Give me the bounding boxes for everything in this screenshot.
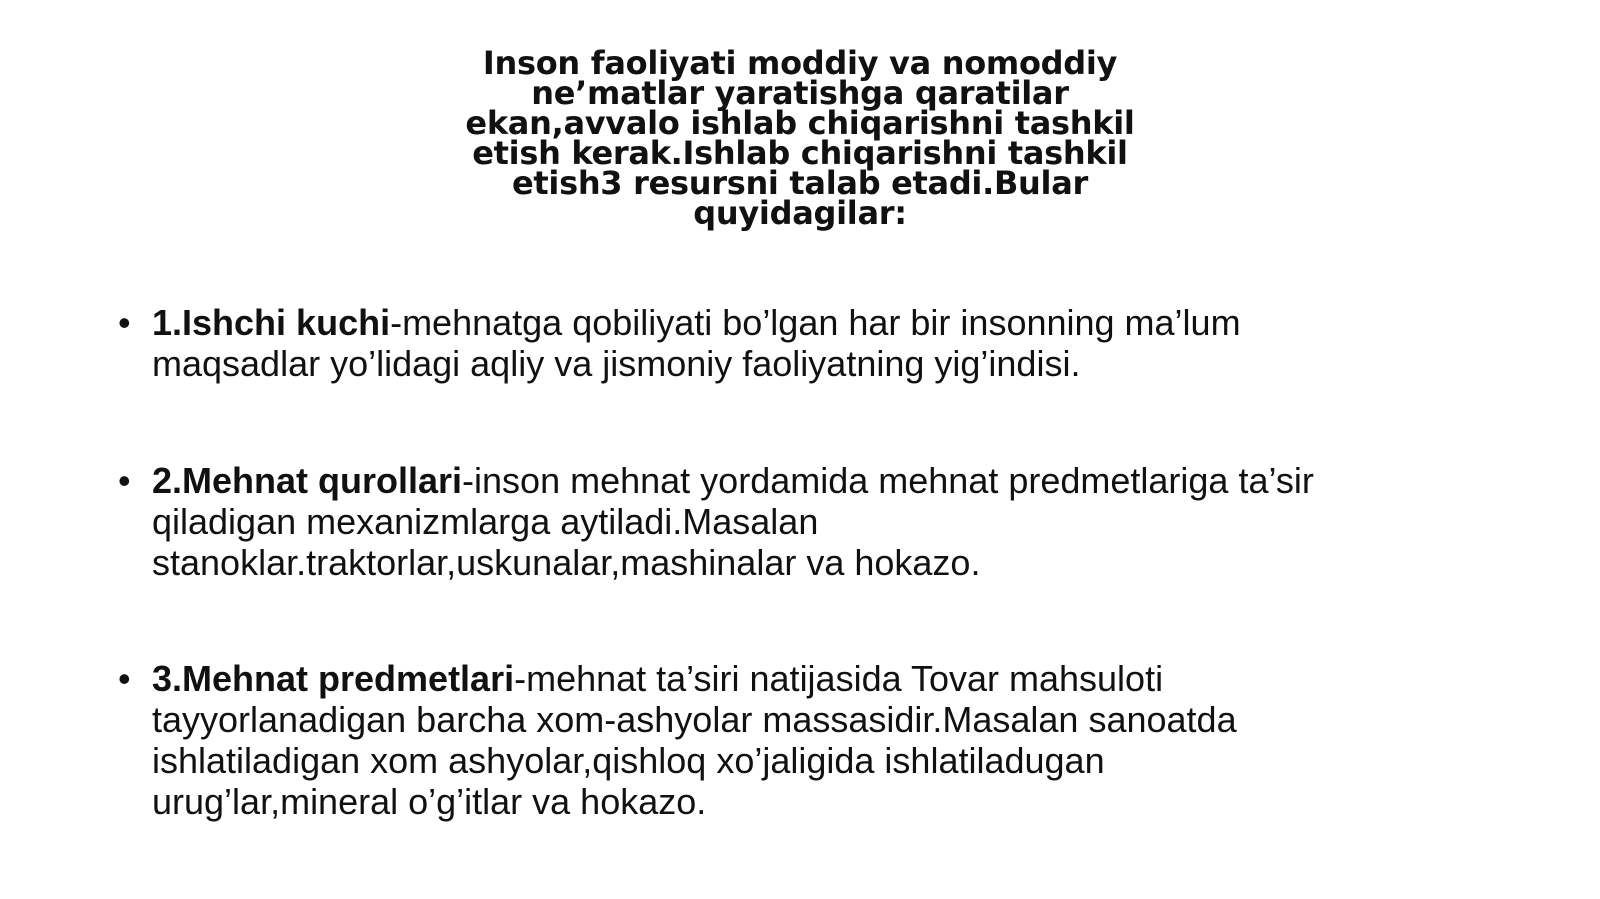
bullet-term: 2.Mehnat qurollari	[152, 460, 463, 501]
bullet-text	[152, 302, 1552, 384]
title-line: etish3 resursni talab etadi.Bular	[512, 164, 1088, 202]
bullet-term: 1.Ishchi kuchi	[152, 302, 391, 343]
bullet-marker: •	[118, 460, 131, 501]
bullet-first-line	[152, 460, 1552, 501]
bullet-term: 3.Mehnat predmetlari	[152, 658, 515, 699]
bullet-definition: -mehnat ta’siri natijasida Tovar mahsuloti	[514, 658, 1164, 699]
bullet-continuation-line: stanoklar.traktorlar,uskunalar,mashinalar va hokazo.	[152, 542, 981, 583]
bullet-definition: -inson mehnat yordamida mehnat predmetlariga ta’sir	[462, 460, 1314, 501]
bullet-continuation-line: urug’lar,mineral o’g’itlar va hokazo.	[152, 781, 707, 822]
bullet-continuation-line: tayyorlanadigan barcha xom-ashyolar massasidir.Masalan sanoatda	[152, 699, 1237, 740]
bullet-text	[152, 658, 1552, 822]
title-line: ne’matlar yaratishga qaratilar	[531, 74, 1069, 112]
bullet-continuation-line: qiladigan mexanizmlarga aytiladi.Masalan	[152, 501, 819, 542]
title-line: ekan,avvalo ishlab chiqarishni tashkil	[465, 104, 1135, 142]
bullet-first-line	[152, 302, 1552, 343]
bullet-marker: •	[118, 302, 131, 343]
title-line: quyidagilar:	[693, 194, 907, 232]
bullet-continuation-line: ishlatiladigan xom ashyolar,qishloq xo’jaligida ishlatiladugan	[152, 740, 1105, 781]
bullet-continuation-line: maqsadlar yo’lidagi aqliy va jismoniy faoliyatning yig’indisi.	[152, 343, 1081, 384]
bullet-marker: •	[118, 658, 131, 699]
bullet-first-line	[152, 658, 1552, 699]
bullet-definition: -mehnatga qobiliyati bo’lgan har bir insonning ma’lum	[390, 302, 1241, 343]
bullet-text	[152, 460, 1552, 583]
slide-title	[430, 44, 1170, 232]
title-line: etish kerak.Ishlab chiqarishni tashkil	[472, 134, 1128, 172]
title-line: Inson faoliyati moddiy va nomoddiy	[482, 44, 1118, 82]
